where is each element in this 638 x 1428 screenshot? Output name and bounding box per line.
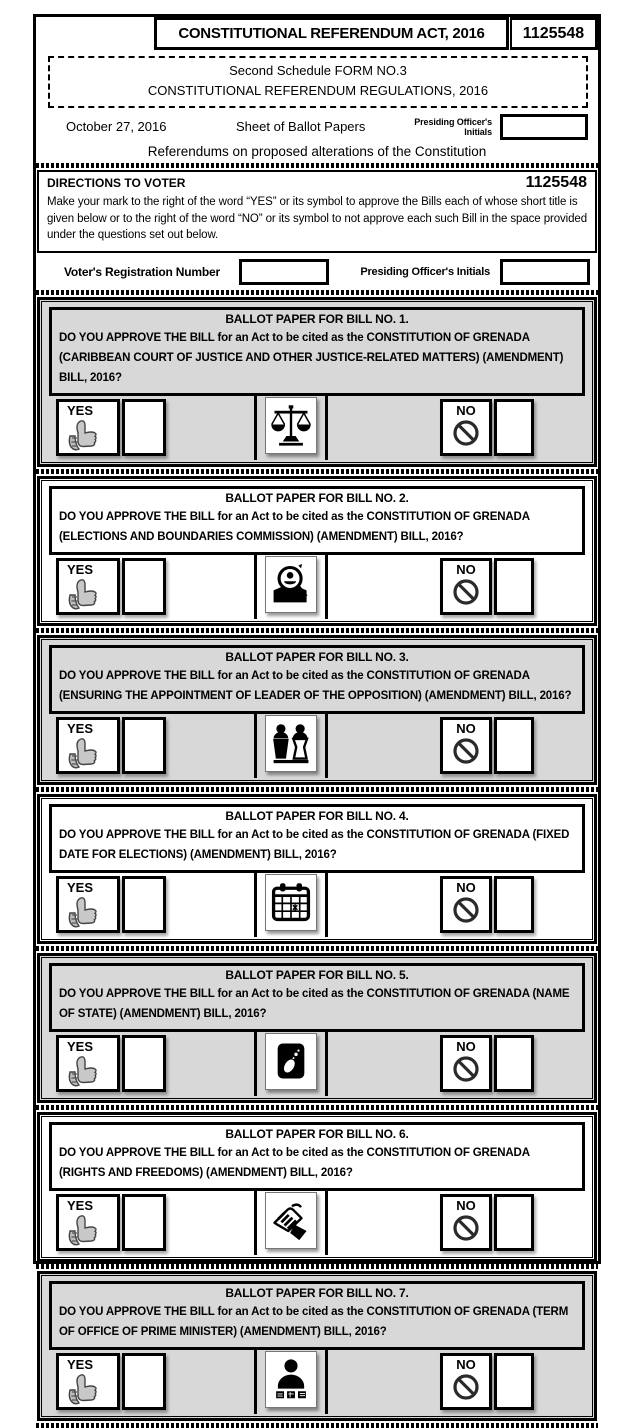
dotted-separator	[36, 787, 598, 792]
yes-label: YES	[67, 561, 94, 577]
yes-option-box	[56, 558, 120, 615]
ballot-title: BALLOT PAPER FOR BILL NO. 6.	[225, 1126, 409, 1141]
thumbs-up-icon	[67, 1055, 117, 1094]
grenada-map-book-icon	[265, 1033, 317, 1090]
no-option-box	[440, 876, 492, 933]
ballot-question: DO YOU APPROVE THE BILL for an Act to be cited as the CONSTITUTION OF GRENADA (TERM OF OFFICE OF PRIME MINISTER) (AMENDMENT) BILL, 2016?	[59, 1305, 569, 1338]
answer-row	[42, 555, 592, 619]
yes-option-box	[56, 717, 120, 774]
no-label: NO	[456, 1038, 476, 1054]
podium-speakers-icon	[265, 715, 317, 772]
yes-label: YES	[67, 1356, 94, 1372]
prohibition-icon	[451, 753, 481, 770]
yes-label: YES	[67, 1038, 94, 1054]
yes-label: YES	[67, 879, 94, 895]
date-row	[66, 112, 588, 141]
thumbs-up-icon	[67, 419, 117, 458]
ballot-question: DO YOU APPROVE THE BILL for an Act to be cited as the CONSTITUTION OF GRENADA (FIXED DATE FOR ELECTIONS) (AMENDMENT) BILL, 2016?	[59, 828, 570, 861]
dotted-separator	[36, 946, 598, 951]
directions-heading: DIRECTIONS TO VOTER	[47, 176, 186, 190]
ballot-paper-bill-1	[37, 297, 597, 467]
prohibition-icon	[451, 435, 481, 452]
header-title-row	[154, 17, 598, 50]
yes-mark-box[interactable]	[122, 876, 166, 933]
question-box	[49, 486, 585, 555]
no-option-box	[440, 558, 492, 615]
ballot-question: DO YOU APPROVE THE BILL for an Act to be cited as the CONSTITUTION OF GRENADA (RIGHTS AND FREEDOMS) (AMENDMENT) BILL, 2016?	[59, 1146, 530, 1179]
magnifier-ballot-box-icon	[265, 556, 317, 613]
yes-mark-box[interactable]	[122, 717, 166, 774]
dotted-separator	[36, 1105, 598, 1110]
ballot-title: BALLOT PAPER FOR BILL NO. 2.	[225, 490, 409, 505]
no-label: NO	[456, 402, 476, 418]
no-mark-box[interactable]	[494, 399, 534, 456]
presiding-officer-initials-box[interactable]	[500, 114, 588, 140]
question-box	[49, 645, 585, 714]
prohibition-icon	[451, 594, 481, 611]
symbol-column	[254, 1032, 328, 1096]
directions-box	[37, 170, 597, 253]
ballot-question: DO YOU APPROVE THE BILL for an Act to be cited as the CONSTITUTION OF GRENADA (ENSURING THE APPOINTMENT OF LEADER OF THE OPPOSITION) (AMENDMENT) BILL, 2016?	[59, 669, 572, 702]
yes-option-box	[56, 399, 120, 456]
referendum-date: October 27, 2016	[66, 119, 167, 134]
dotted-separator	[36, 163, 598, 168]
ballot-title: BALLOT PAPER FOR BILL NO. 5.	[225, 967, 409, 982]
ballot-title: BALLOT PAPER FOR BILL NO. 3.	[225, 649, 409, 664]
voter-registration-number-box[interactable]	[239, 259, 329, 285]
no-option-box	[440, 1035, 492, 1092]
prohibition-icon	[451, 1071, 481, 1088]
ballot-title: BALLOT PAPER FOR BILL NO. 7.	[225, 1285, 409, 1300]
prohibition-icon	[451, 912, 481, 929]
answer-row	[42, 1191, 592, 1255]
no-option-box	[440, 717, 492, 774]
presiding-officer-initials-label: Presiding Officer's Initials	[360, 266, 490, 278]
person-term-icon	[265, 1351, 317, 1408]
scales-of-justice-icon	[265, 397, 317, 454]
ballot-sheet-document	[33, 14, 601, 1372]
no-label: NO	[456, 561, 476, 577]
yes-mark-box[interactable]	[122, 1035, 166, 1092]
question-box	[49, 1122, 585, 1191]
no-mark-box[interactable]	[494, 876, 534, 933]
no-mark-box[interactable]	[494, 558, 534, 615]
directions-body-text: Make your mark to the right of the word “YES” or its symbol to approve the Bills each of whose short title is given below or to the right of the word “NO” or its symbol to not approve each such Bill in the space provided under the questions set out below.	[47, 196, 588, 241]
yes-mark-box[interactable]	[122, 558, 166, 615]
no-mark-box[interactable]	[494, 717, 534, 774]
yes-option-box	[56, 1353, 120, 1410]
yes-mark-box[interactable]	[122, 1353, 166, 1410]
sheet-serial-number: 1125548	[510, 17, 598, 50]
yes-option-box	[56, 1035, 120, 1092]
no-label: NO	[456, 720, 476, 736]
question-box	[49, 963, 585, 1032]
thumbs-up-icon	[67, 1214, 117, 1253]
no-label: NO	[456, 1197, 476, 1213]
prohibition-icon	[451, 1389, 481, 1406]
answer-row	[42, 873, 592, 937]
ballot-paper-bill-7	[37, 1271, 597, 1421]
presiding-officer-initials-label: Presiding Officer's Initials	[414, 116, 492, 137]
symbol-column	[254, 396, 328, 460]
yes-mark-box[interactable]	[122, 1194, 166, 1251]
question-box	[49, 307, 585, 396]
answer-row	[42, 714, 592, 778]
prohibition-icon	[451, 1230, 481, 1247]
directions-serial-number: 1125548	[525, 174, 587, 191]
symbol-column	[254, 1350, 328, 1414]
ballot-paper-bill-6	[37, 1112, 597, 1262]
thumbs-up-icon	[67, 1373, 117, 1412]
yes-label: YES	[67, 720, 94, 736]
ballot-paper-bill-3	[37, 635, 597, 785]
symbol-column	[254, 1191, 328, 1255]
referendums-subtitle: Referendums on proposed alterations of the Constitution	[147, 144, 487, 159]
ballot-paper-bill-5	[37, 953, 597, 1103]
no-label: NO	[456, 1356, 476, 1372]
no-option-box	[440, 1194, 492, 1251]
voter-registration-row	[64, 258, 590, 287]
presiding-officer-initials-box[interactable]	[500, 259, 590, 285]
thumbs-up-icon	[67, 737, 117, 776]
dotted-separator	[36, 290, 598, 295]
symbol-column	[254, 873, 328, 937]
no-mark-box[interactable]	[494, 1035, 534, 1092]
question-box	[49, 804, 585, 873]
dotted-separator	[36, 628, 598, 633]
answer-row	[42, 1350, 592, 1414]
no-mark-box[interactable]	[494, 1194, 534, 1251]
no-option-box	[440, 399, 492, 456]
dotted-separator	[36, 1264, 598, 1269]
thumbs-up-icon	[67, 578, 117, 617]
ballot-paper-bill-2	[37, 476, 597, 626]
yes-label: YES	[67, 402, 94, 418]
act-title: CONSTITUTIONAL REFERENDUM ACT, 2016	[154, 17, 509, 50]
ballot-question: DO YOU APPROVE THE BILL for an Act to be cited as the CONSTITUTION OF GRENADA (ELECTIONS AND BOUNDARIES COMMISSION) (AMENDMENT) BILL, 2016?	[59, 510, 530, 543]
no-label: NO	[456, 879, 476, 895]
no-mark-box[interactable]	[494, 1353, 534, 1410]
yes-label: YES	[67, 1197, 94, 1213]
yes-option-box	[56, 876, 120, 933]
voter-registration-label: Voter's Registration Number	[64, 265, 220, 279]
sheet-of-ballot-papers-label: Sheet of Ballot Papers	[236, 119, 366, 134]
yes-mark-box[interactable]	[122, 399, 166, 456]
no-option-box	[440, 1353, 492, 1410]
yes-option-box	[56, 1194, 120, 1251]
ballot-title: BALLOT PAPER FOR BILL NO. 1.	[225, 311, 409, 326]
answer-row	[42, 396, 592, 460]
question-box	[49, 1281, 585, 1350]
handshake-icon	[265, 1192, 317, 1249]
schedule-form-line: Second Schedule FORM NO.3	[229, 63, 407, 78]
ballot-question: DO YOU APPROVE THE BILL for an Act to be cited as the CONSTITUTION OF GRENADA (NAME OF STATE) (AMENDMENT) BILL, 2016?	[59, 987, 570, 1020]
ballot-title: BALLOT PAPER FOR BILL NO. 4.	[225, 808, 409, 823]
ballot-paper-bill-4	[37, 794, 597, 944]
thumbs-up-icon	[67, 896, 117, 935]
dotted-separator	[36, 1423, 598, 1428]
symbol-column	[254, 714, 328, 778]
schedule-box	[48, 56, 588, 108]
regulations-line: CONSTITUTIONAL REFERENDUM REGULATIONS, 2016	[147, 83, 489, 98]
ballot-question: DO YOU APPROVE THE BILL for an Act to be cited as the CONSTITUTION OF GRENADA (CARIBBEAN COURT OF JUSTICE AND OTHER JUSTICE-RELATED MATTERS) (AMENDMENT) BILL, 2016?	[59, 331, 564, 384]
symbol-column	[254, 555, 328, 619]
calendar-icon	[265, 874, 317, 931]
dotted-separator	[36, 469, 598, 474]
answer-row	[42, 1032, 592, 1096]
